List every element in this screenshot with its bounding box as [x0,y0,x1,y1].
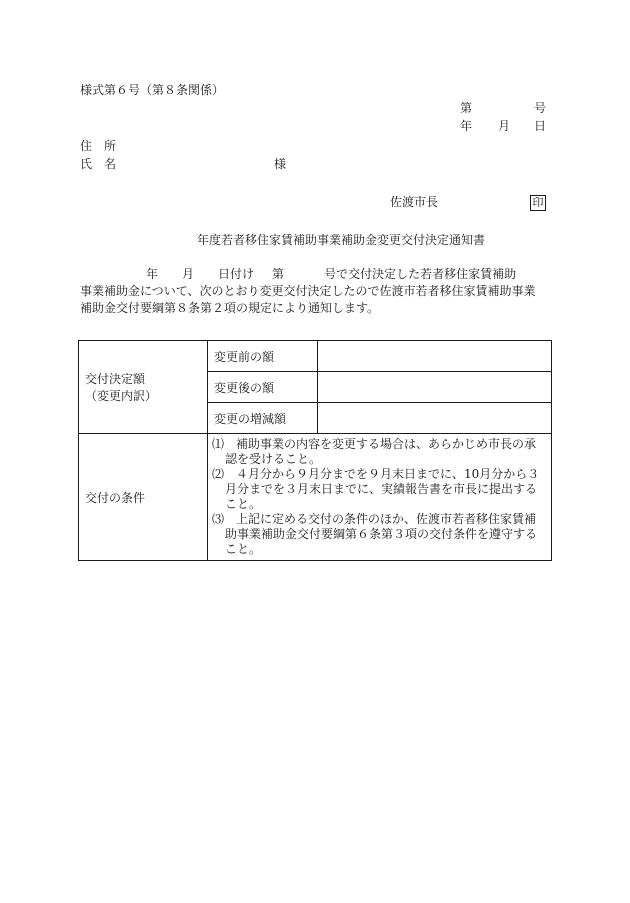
row-diff-value [318,403,552,434]
conditions-cell [208,434,552,561]
issuer-title: 佐渡市長 [390,195,439,209]
condition-item: ⑵ ４月分から９月分までを９月末日までに、10月分から３月分までを３月末日までに、実績報告書を市長に提出すること。 [212,467,540,511]
row-diff-label: 変更の増減額 [208,403,318,434]
body-text [80,266,556,317]
name-label: 氏 名 [80,157,117,171]
body-month: 月 [182,267,195,281]
amount-label-cell [79,341,208,434]
body-dai: 第 [272,267,285,281]
date-day: 日 [534,119,547,133]
form-label: 様式第６号（第８条関係） [80,83,225,97]
document-title: 年度若者移住家賃補助事業補助金変更交付決定通知書 [197,233,486,247]
address-label: 住 所 [80,139,117,153]
body-line1-rest: 号で交付決定した若者移住家賃補助 [324,267,517,281]
body-year: 年 [146,267,159,281]
honorific: 様 [274,157,287,171]
number-suffix: 号 [534,101,547,115]
seal-icon: 印 [530,195,546,211]
body-line3: 補助金交付要綱第８条第２項の規定により通知します。 [80,301,380,315]
row-before-value [318,341,552,372]
condition-item: ⑴ 補助事業の内容を変更する場合は、あらかじめ市長の承認を受けること。 [212,437,537,466]
decision-table [78,340,552,561]
amount-label: 交付決定額 [85,372,146,386]
conditions-label: 交付の条件 [79,434,208,561]
body-line2: 事業補助金について、次のとおり変更交付決定したので佐渡市若者移住家賃補助事業 [80,284,536,298]
row-before-label: 変更前の額 [208,341,318,372]
amount-label-sub: （変更内訳） [85,389,158,403]
body-day: 日付け [218,267,255,281]
row-after-value [318,372,552,403]
seal-mark [530,194,546,211]
date-month: 月 [498,119,511,133]
number-prefix: 第 [460,101,473,115]
row-after-label: 変更後の額 [208,372,318,403]
condition-item: ⑶ 上記に定める交付の条件のほか、佐渡市若者移住家賃補助事業補助金交付要綱第６条第３項の交付条件を遵守すること。 [212,512,538,556]
date-year: 年 [460,119,473,133]
